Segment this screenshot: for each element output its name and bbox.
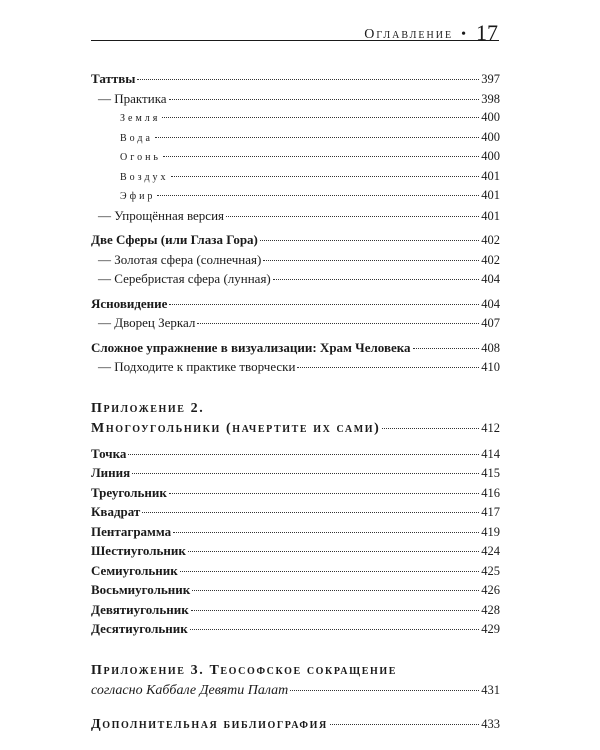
toc-entry-page: 417: [481, 505, 500, 519]
dot-leader: [273, 279, 479, 280]
toc-entry-page: 397: [481, 72, 500, 86]
dot-leader: [297, 367, 479, 368]
toc-entry-label: Сложное упражнение в визуализации: Храм Человека: [91, 339, 411, 355]
toc-entry[interactable]: [91, 485, 500, 505]
toc-entry-label: Пентаграмма: [91, 523, 172, 539]
toc-entry-page: 401: [481, 168, 500, 183]
toc-entry[interactable]: [91, 130, 500, 150]
dot-leader: [173, 532, 479, 533]
toc-entry[interactable]: [91, 91, 500, 111]
toc-entry-page: 401: [481, 188, 500, 202]
toc-entry[interactable]: [91, 421, 500, 441]
dot-leader: [169, 304, 479, 305]
toc-entry-label: Восьмиугольник: [91, 582, 191, 597]
toc-entry-label: Эфир: [120, 191, 156, 202]
toc-entry-label: Огонь: [120, 152, 161, 163]
dot-leader: [137, 79, 479, 80]
toc-entry-label: Ясновидение: [91, 295, 168, 311]
toc-entry-page: 414: [481, 446, 500, 461]
toc-entry[interactable]: [91, 296, 500, 316]
toc-entry-page: 429: [481, 622, 500, 636]
dot-leader: [132, 473, 479, 474]
toc-entry-label: — Упрощённая версия: [98, 207, 225, 223]
toc-entry[interactable]: [91, 359, 500, 379]
separator-dot: •: [461, 27, 468, 42]
toc-entry[interactable]: [91, 232, 500, 252]
toc-entry[interactable]: [91, 621, 500, 641]
toc-entry-page: 428: [481, 602, 500, 617]
toc-entry-page: 398: [481, 91, 500, 106]
toc-entry-label: Шестиугольник: [91, 543, 186, 558]
toc-entry-label: Десятиугольник: [91, 621, 188, 636]
dot-leader: [162, 117, 479, 118]
toc-entry-label: — Дворец Зеркал: [98, 315, 196, 330]
toc-entry-page: 419: [481, 524, 500, 539]
toc-entry-label: Девятиугольник: [91, 601, 189, 617]
toc-entry[interactable]: [91, 71, 500, 91]
toc-entry[interactable]: [91, 446, 500, 466]
toc-entry-label: Вода: [120, 132, 153, 144]
dot-leader: [180, 571, 480, 572]
toc-entry-page: 415: [481, 466, 500, 480]
dot-leader: [197, 323, 479, 324]
toc-entry[interactable]: [91, 340, 500, 360]
toc-entry-label: Квадрат: [91, 504, 141, 519]
dot-leader: [330, 724, 479, 725]
appendix-3-subtitle: согласно Каббале Девяти Палат: [91, 682, 289, 698]
toc-entry[interactable]: [91, 315, 500, 335]
dot-leader: [226, 216, 479, 217]
toc-entry-label: Таттвы: [91, 71, 136, 86]
toc-entry[interactable]: [91, 683, 500, 703]
toc-entry[interactable]: [91, 169, 500, 189]
dot-leader: [188, 551, 479, 552]
bibliography-label: Дополнительная библиография: [91, 716, 328, 732]
toc-entry-label: Треугольник: [91, 484, 167, 500]
table-of-contents: [91, 71, 500, 737]
toc-entry-page: 404: [481, 272, 500, 286]
toc-entry-page: 416: [481, 485, 500, 500]
toc-entry[interactable]: [91, 717, 500, 737]
dot-leader: [260, 240, 479, 241]
appendix-3-title: Приложение 3. Теософское сокращение: [91, 662, 398, 678]
toc-entry-page: 402: [481, 233, 500, 247]
dot-leader: [191, 610, 480, 611]
dot-leader: [155, 137, 479, 138]
toc-entry-page: 402: [481, 252, 500, 267]
section-title: Оглавление: [364, 27, 454, 42]
dot-leader: [413, 348, 480, 349]
toc-entry-page: 431: [481, 682, 500, 697]
toc-entry-page: 426: [481, 583, 500, 597]
toc-entry[interactable]: [91, 465, 500, 485]
toc-entry[interactable]: [91, 504, 500, 524]
toc-entry[interactable]: [91, 563, 500, 583]
toc-entry-label: — Серебристая сфера (лунная): [98, 271, 271, 286]
toc-entry-page: 425: [481, 563, 500, 578]
toc-entry-label: Точка: [91, 445, 127, 461]
toc-entry-page: 424: [481, 544, 500, 558]
dot-leader: [142, 512, 479, 513]
toc-entry[interactable]: [91, 252, 500, 272]
dot-leader: [190, 629, 479, 630]
toc-entry[interactable]: [91, 543, 500, 563]
toc-entry-label: — Золотая сфера (солнечная): [98, 251, 262, 267]
toc-entry-page: 404: [481, 296, 500, 311]
appendix-2-subtitle: Многоугольники (начертите их сами): [91, 420, 381, 436]
toc-entry-page: 433: [481, 716, 500, 731]
toc-entry-page: 407: [481, 316, 500, 330]
toc-entry-label: — Практика: [98, 90, 167, 106]
toc-entry[interactable]: [91, 602, 500, 622]
dot-leader: [163, 156, 479, 157]
dot-leader: [382, 428, 479, 429]
dot-leader: [263, 260, 479, 261]
toc-entry-label: Семиугольник: [91, 562, 178, 578]
toc-entry-page: 408: [481, 340, 500, 355]
toc-entry-page: 400: [481, 149, 500, 163]
toc-entry-page: 412: [481, 420, 500, 435]
page-number: 17: [476, 20, 498, 45]
dot-leader: [192, 590, 479, 591]
toc-entry-label: Две Сферы (или Глаза Гора): [91, 232, 258, 247]
toc-entry[interactable]: [91, 188, 500, 208]
toc-entry-page: 401: [481, 208, 500, 223]
appendix-2-title: Приложение 2.: [91, 400, 205, 416]
toc-entry[interactable]: [91, 524, 500, 544]
toc-entry-label: Воздух: [120, 171, 169, 183]
toc-entry-page: 410: [481, 360, 500, 374]
toc-entry[interactable]: [91, 271, 500, 291]
toc-entry[interactable]: [91, 208, 500, 228]
toc-entry-page: 400: [481, 129, 500, 144]
toc-entry-page: 400: [481, 110, 500, 124]
dot-leader: [128, 454, 479, 455]
toc-entry-label: Линия: [91, 465, 131, 480]
dot-leader: [290, 690, 479, 691]
toc-entry[interactable]: [91, 149, 500, 169]
dot-leader: [169, 99, 480, 100]
toc-entry[interactable]: [91, 110, 500, 130]
toc-entry-label: — Подходите к практике творчески: [98, 359, 296, 374]
dot-leader: [169, 493, 479, 494]
header-rule: [91, 40, 499, 41]
toc-entry-label: Земля: [120, 113, 161, 124]
dot-leader: [157, 195, 479, 196]
dot-leader: [171, 176, 480, 177]
toc-entry[interactable]: [91, 582, 500, 602]
